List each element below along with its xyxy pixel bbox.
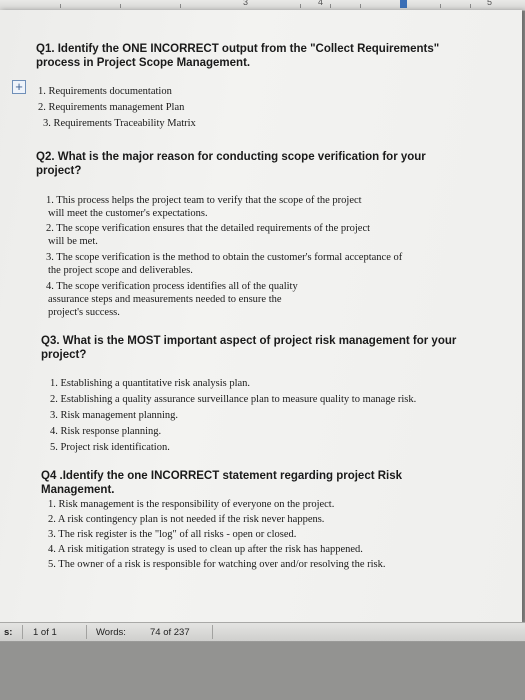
status-area bbox=[0, 622, 525, 700]
q3-option: 5. Project risk identification. bbox=[50, 442, 170, 453]
ruler-mark: 4 bbox=[318, 0, 324, 7]
question-2-heading: Q2. What is the major reason for conducting scope verification for your project? bbox=[36, 151, 426, 177]
word-count-value[interactable]: 74 of 237 bbox=[150, 627, 190, 638]
word-count-label[interactable]: Words: bbox=[96, 627, 126, 638]
q2-option: will be met. bbox=[48, 236, 98, 247]
question-4-heading: Q4 .Identify the one INCORRECT statement regarding project Risk Management. bbox=[41, 470, 403, 496]
question-1-heading: Q1. Identify the ONE INCORRECT output from the "Collect Requirements" process in Project Scope Management. bbox=[36, 43, 440, 69]
q1-option: 1. Requirements documentation bbox=[38, 86, 172, 97]
q2-option: 4. The scope verification process identifies all of the quality bbox=[46, 281, 298, 292]
q2-option: will meet the customer's expectations. bbox=[48, 208, 208, 219]
q4-option: 5. The owner of a risk is responsible for watching over and/or resolving the risk. bbox=[48, 559, 386, 570]
q4-option: 1. Risk management is the responsibility of everyone on the project. bbox=[48, 499, 335, 510]
page-count[interactable]: 1 of 1 bbox=[33, 627, 57, 638]
question-3-heading: Q3. What is the MOST important aspect of project risk management for your project? bbox=[41, 335, 457, 361]
q4-option: 3. The risk register is the "log" of all risks - open or closed. bbox=[48, 529, 297, 540]
q2-option: 2. The scope verification ensures that the detailed requirements of the project bbox=[46, 223, 371, 234]
indent-marker[interactable] bbox=[400, 0, 407, 8]
ruler-mark: 3 bbox=[243, 0, 249, 7]
q4-option: 2. A risk contingency plan is not needed if the risk never happens. bbox=[48, 514, 325, 525]
q1-option: 3. Requirements Traceability Matrix bbox=[43, 118, 196, 129]
q3-option: 1. Establishing a quantitative risk analysis plan. bbox=[50, 378, 251, 389]
q4-option: 4. A risk mitigation strategy is used to clean up after the risk has happened. bbox=[48, 544, 363, 555]
q2-option: assurance steps and measurements needed to ensure the bbox=[48, 294, 282, 305]
q3-option: 4. Risk response planning. bbox=[50, 426, 162, 437]
q2-option: project's success. bbox=[48, 307, 120, 318]
document-page[interactable] bbox=[0, 10, 522, 622]
move-handle-icon[interactable]: + bbox=[12, 80, 26, 94]
q2-option: 1. This process helps the project team to verify that the scope of the project bbox=[46, 195, 362, 206]
status-bar bbox=[0, 622, 525, 642]
q1-option: 2. Requirements management Plan bbox=[38, 102, 185, 113]
status-left-label: s: bbox=[4, 627, 13, 638]
q2-option: the project scope and deliverables. bbox=[48, 265, 193, 276]
ruler-mark: 5 bbox=[487, 0, 493, 7]
q3-option: 2. Establishing a quality assurance surveillance plan to measure quality to manage risk. bbox=[50, 394, 417, 405]
q2-option: 3. The scope verification is the method to obtain the customer's formal acceptance of bbox=[46, 252, 403, 263]
q3-option: 3. Risk management planning. bbox=[50, 410, 179, 421]
